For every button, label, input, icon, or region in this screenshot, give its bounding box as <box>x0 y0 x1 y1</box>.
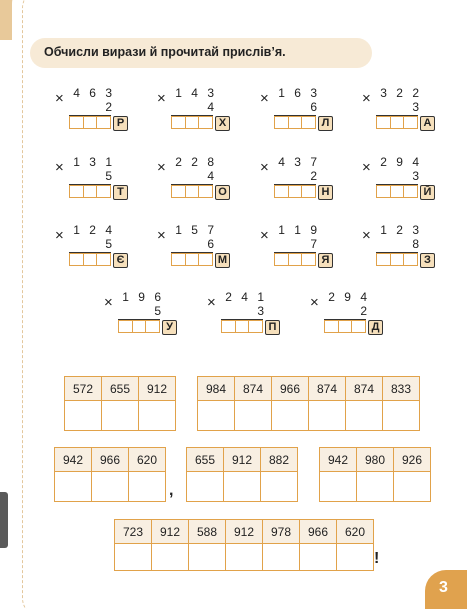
answer-cell[interactable] <box>357 472 394 502</box>
answer-boxes[interactable] <box>274 185 316 198</box>
multiplication-problem <box>362 223 434 266</box>
answer-box[interactable] <box>249 321 262 332</box>
multiplicand: 1 4 3 <box>175 86 217 100</box>
code-cell: 912 <box>224 448 261 472</box>
answer-cell[interactable] <box>383 401 420 431</box>
answer-cell[interactable] <box>187 472 224 502</box>
code-cell: 874 <box>235 377 272 401</box>
multiplicand: 1 9 6 <box>122 290 164 304</box>
multiplication-problem <box>260 223 332 266</box>
code-cell: 926 <box>394 448 431 472</box>
answer-boxes[interactable] <box>118 320 160 333</box>
answer-box[interactable] <box>325 321 339 332</box>
multiplier: 5 <box>154 304 164 318</box>
answer-boxes[interactable] <box>69 253 111 266</box>
code-cell: 942 <box>55 448 92 472</box>
multiplication-problem <box>260 155 332 198</box>
multiplicand: 4 3 7 <box>278 155 320 169</box>
answer-box[interactable] <box>404 254 417 265</box>
answer-box[interactable] <box>84 186 98 197</box>
answer-box[interactable] <box>172 117 186 128</box>
page-number: 3 <box>439 579 448 596</box>
answer-box[interactable] <box>119 321 133 332</box>
answer-row <box>115 544 374 571</box>
answer-box[interactable] <box>70 186 84 197</box>
code-cell: 882 <box>261 448 298 472</box>
multiplier: 4 <box>207 169 217 183</box>
times-sign: × <box>310 294 319 311</box>
multiplier: 2 <box>105 100 115 114</box>
multiplicand: 2 9 4 <box>328 290 370 304</box>
code-table-2 <box>197 376 420 431</box>
answer-box[interactable] <box>172 254 186 265</box>
answer-row <box>187 472 298 502</box>
answer-cell[interactable] <box>394 472 431 502</box>
multiplication-problem <box>260 86 332 129</box>
answer-box[interactable] <box>146 321 159 332</box>
letter-box: П <box>265 320 280 335</box>
multiplication-problem <box>55 155 127 198</box>
answer-box[interactable] <box>236 321 250 332</box>
multiplicand: 4 6 3 <box>73 86 115 100</box>
multiplicand: 1 1 9 <box>278 223 320 237</box>
letter-box: Х <box>215 116 230 131</box>
multiplicand: 2 9 4 <box>380 155 422 169</box>
code-cell: 912 <box>226 520 263 544</box>
multiplicand: 1 6 3 <box>278 86 320 100</box>
code-row <box>320 448 431 472</box>
answer-box[interactable] <box>133 321 147 332</box>
page-number-tab <box>425 570 467 609</box>
multiplicand: 1 5 7 <box>175 223 217 237</box>
answer-box[interactable] <box>97 186 110 197</box>
multiplier: 5 <box>105 237 115 251</box>
answer-box[interactable] <box>302 254 315 265</box>
letter-box: М <box>215 253 230 268</box>
multiplication-problem <box>207 290 279 333</box>
answer-box[interactable] <box>199 186 212 197</box>
answer-box[interactable] <box>275 186 289 197</box>
answer-box[interactable] <box>84 117 98 128</box>
answer-box[interactable] <box>377 117 391 128</box>
code-cell: 572 <box>65 377 102 401</box>
answer-cell[interactable] <box>198 401 235 431</box>
code-cell: 966 <box>272 377 309 401</box>
answer-cell[interactable] <box>102 401 139 431</box>
code-table-6 <box>114 519 374 571</box>
times-sign: × <box>260 159 269 176</box>
times-sign: × <box>362 227 371 244</box>
letter-box: Й <box>420 185 435 200</box>
answer-row <box>320 472 431 502</box>
code-row <box>55 448 166 472</box>
answer-box[interactable] <box>289 186 303 197</box>
multiplication-problem <box>157 155 229 198</box>
answer-box[interactable] <box>70 117 84 128</box>
times-sign: × <box>362 90 371 107</box>
multiplier: 7 <box>310 237 320 251</box>
answer-cell[interactable] <box>92 472 129 502</box>
answer-cell[interactable] <box>189 544 226 571</box>
side-tab <box>0 492 8 548</box>
multiplication-problem <box>157 86 229 129</box>
code-cell: 984 <box>198 377 235 401</box>
letter-box: З <box>420 253 435 268</box>
times-sign: × <box>55 90 64 107</box>
answer-cell[interactable] <box>309 401 346 431</box>
times-sign: × <box>260 227 269 244</box>
code-cell: 620 <box>337 520 374 544</box>
code-cell: 966 <box>300 520 337 544</box>
answer-box[interactable] <box>377 254 391 265</box>
answer-boxes[interactable] <box>376 116 418 129</box>
code-cell: 942 <box>320 448 357 472</box>
answer-cell[interactable] <box>65 401 102 431</box>
answer-cell[interactable] <box>263 544 300 571</box>
answer-cell[interactable] <box>139 401 176 431</box>
multiplication-problem <box>55 86 127 129</box>
task-banner <box>30 38 372 68</box>
answer-boxes[interactable] <box>324 320 366 333</box>
code-row <box>65 377 176 401</box>
code-table-4 <box>186 447 298 502</box>
answer-boxes[interactable] <box>171 116 213 129</box>
answer-box[interactable] <box>339 321 353 332</box>
answer-cell[interactable] <box>300 544 337 571</box>
answer-box[interactable] <box>352 321 365 332</box>
multiplicand: 1 2 4 <box>73 223 115 237</box>
answer-cell[interactable] <box>346 401 383 431</box>
answer-box[interactable] <box>97 117 110 128</box>
answer-boxes[interactable] <box>171 185 213 198</box>
exclamation-mark: ! <box>374 550 380 567</box>
answer-box[interactable] <box>172 186 186 197</box>
times-sign: × <box>260 90 269 107</box>
answer-row <box>198 401 420 431</box>
multiplier: 3 <box>257 304 267 318</box>
code-row <box>115 520 374 544</box>
answer-box[interactable] <box>186 186 200 197</box>
multiplication-problem <box>157 223 229 266</box>
multiplication-problem <box>55 223 127 266</box>
answer-box[interactable] <box>186 117 200 128</box>
answer-box[interactable] <box>289 254 303 265</box>
answer-cell[interactable] <box>115 544 152 571</box>
code-cell: 655 <box>102 377 139 401</box>
task-text: Обчисли вирази й прочитай прислів’я. <box>44 45 286 59</box>
answer-box[interactable] <box>391 117 405 128</box>
multiplier: 8 <box>412 237 422 251</box>
code-cell: 588 <box>189 520 226 544</box>
answer-cell[interactable] <box>55 472 92 502</box>
comma-mark: , <box>169 482 174 499</box>
answer-box[interactable] <box>377 186 391 197</box>
multiplier: 2 <box>360 304 370 318</box>
code-cell: 912 <box>152 520 189 544</box>
answer-box[interactable] <box>391 186 405 197</box>
multiplier: 6 <box>207 237 217 251</box>
answer-boxes[interactable] <box>69 185 111 198</box>
letter-box: Є <box>113 253 128 268</box>
letter-box: Л <box>318 116 333 131</box>
multiplier: 5 <box>105 169 115 183</box>
answer-cell[interactable] <box>272 401 309 431</box>
answer-cell[interactable] <box>337 544 374 571</box>
multiplier: 2 <box>310 169 320 183</box>
code-row <box>198 377 420 401</box>
times-sign: × <box>157 90 166 107</box>
answer-box[interactable] <box>97 254 110 265</box>
letter-box: О <box>215 185 230 200</box>
answer-boxes[interactable] <box>171 253 213 266</box>
multiplication-problem <box>104 290 176 333</box>
letter-box: У <box>162 320 177 335</box>
multiplicand: 2 4 1 <box>225 290 267 304</box>
times-sign: × <box>55 227 64 244</box>
times-sign: × <box>207 294 216 311</box>
multiplication-problem <box>310 290 382 333</box>
answer-boxes[interactable] <box>376 185 418 198</box>
times-sign: × <box>157 227 166 244</box>
multiplicand: 1 2 3 <box>380 223 422 237</box>
code-row <box>187 448 298 472</box>
letter-box: Р <box>113 116 128 131</box>
letter-box: Д <box>368 320 383 335</box>
multiplication-problem <box>362 155 434 198</box>
answer-box[interactable] <box>199 254 212 265</box>
answer-boxes[interactable] <box>274 116 316 129</box>
code-cell: 655 <box>187 448 224 472</box>
answer-boxes[interactable] <box>376 253 418 266</box>
code-cell: 723 <box>115 520 152 544</box>
answer-box[interactable] <box>70 254 84 265</box>
answer-box[interactable] <box>302 117 315 128</box>
answer-boxes[interactable] <box>69 116 111 129</box>
answer-cell[interactable] <box>261 472 298 502</box>
code-cell: 874 <box>346 377 383 401</box>
code-cell: 874 <box>309 377 346 401</box>
answer-cell[interactable] <box>235 401 272 431</box>
answer-box[interactable] <box>404 117 417 128</box>
code-cell: 980 <box>357 448 394 472</box>
answer-box[interactable] <box>275 117 289 128</box>
answer-boxes[interactable] <box>221 320 263 333</box>
letter-box: А <box>420 116 435 131</box>
code-table-1 <box>64 376 176 431</box>
times-sign: × <box>55 159 64 176</box>
answer-box[interactable] <box>289 117 303 128</box>
multiplicand: 2 2 8 <box>175 155 217 169</box>
answer-box[interactable] <box>275 254 289 265</box>
code-cell: 978 <box>263 520 300 544</box>
code-table-3 <box>54 447 166 502</box>
answer-box[interactable] <box>222 321 236 332</box>
answer-box[interactable] <box>199 117 212 128</box>
letter-box: Т <box>113 185 128 200</box>
answer-row <box>55 472 166 502</box>
code-table-5 <box>319 447 431 502</box>
answer-box[interactable] <box>302 186 315 197</box>
multiplicand: 3 2 2 <box>380 86 422 100</box>
answer-box[interactable] <box>391 254 405 265</box>
answer-cell[interactable] <box>224 472 261 502</box>
code-cell: 966 <box>92 448 129 472</box>
multiplier: 4 <box>207 100 217 114</box>
code-cell: 833 <box>383 377 420 401</box>
answer-cell[interactable] <box>320 472 357 502</box>
multiplicand: 1 3 1 <box>73 155 115 169</box>
answer-row <box>65 401 176 431</box>
times-sign: × <box>104 294 113 311</box>
multiplier: 3 <box>412 169 422 183</box>
times-sign: × <box>157 159 166 176</box>
answer-box[interactable] <box>84 254 98 265</box>
letter-box: Я <box>318 253 333 268</box>
answer-box[interactable] <box>404 186 417 197</box>
answer-box[interactable] <box>186 254 200 265</box>
multiplier: 3 <box>412 100 422 114</box>
multiplication-problem <box>362 86 434 129</box>
letter-box: Н <box>318 185 333 200</box>
answer-boxes[interactable] <box>274 253 316 266</box>
answer-cell[interactable] <box>152 544 189 571</box>
code-cell: 912 <box>139 377 176 401</box>
code-cell: 620 <box>129 448 166 472</box>
answer-cell[interactable] <box>129 472 166 502</box>
times-sign: × <box>362 159 371 176</box>
multiplier: 6 <box>310 100 320 114</box>
answer-cell[interactable] <box>226 544 263 571</box>
